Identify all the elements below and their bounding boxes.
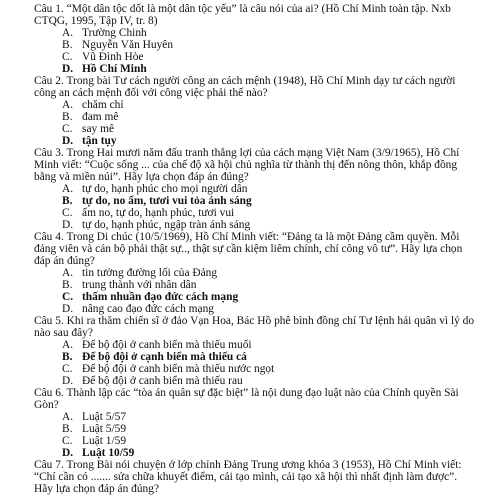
option-letter: C. [62,207,73,219]
question-2-option-b [34,111,477,123]
option-text: Luật 5/59 [82,423,127,435]
question-1-option-d-correct [34,63,477,75]
option-text: Luật 5/57 [82,411,127,423]
option-letter: C. [62,123,73,135]
option-letter: A. [62,339,74,351]
option-letter: B. [62,279,73,291]
question-6 [34,387,477,459]
question-5-option-d [34,375,477,387]
question-1-option-b [34,39,477,51]
question-6-option-b [34,423,477,435]
question-6-text: Câu 6. Thành lập các “tòa án quân sự đặc biệt” là nội dung đạo luật nào của Chính quyền Sài Gòn? [34,387,459,411]
option-letter: A. [62,27,74,39]
option-letter: D. [62,447,74,459]
option-text: nâng cao đạo đức cách mạng [82,303,214,315]
option-text: Luật 1/59 [82,435,127,447]
question-5-options [34,339,477,387]
option-letter: A. [62,99,74,111]
question-5-option-c [34,363,477,375]
option-letter: A. [62,411,74,423]
option-text: Vũ Đình Hòe [82,51,144,63]
question-3-text: Câu 3. Trong Hai mươi năm đấu tranh thắng lợi của cách mạng Việt Nam (3/9/1965), Hồ Chí Minh viết: “Cuộc sống ... của chế độ xã hội chủ nghĩa từ thành thị đến nông thôn, khắp đồng bằng và miền núi”. Hãy lựa chọn đáp án đúng? [34,147,460,183]
option-text: thấm nhuần đạo đức cách mạng [82,291,239,303]
question-2 [34,75,477,147]
option-text: Nguyễn Văn Huyên [82,39,174,51]
option-text: Để bộ đội ở canh biển mà thiếu muối [82,339,252,351]
question-3-option-a [34,183,477,195]
question-6-option-c [34,435,477,447]
question-3-option-d [34,219,477,231]
option-text: Để bộ đội ở canh biển mà thiếu rau [82,375,243,387]
question-5 [34,315,477,387]
option-letter: B. [62,111,73,123]
question-5-text: Câu 5. Khi ra thăm chiến sĩ ở đảo Vạn Hoa, Bác Hồ phê bình đồng chí Tư lệnh hải quân vì lý do nào sau đây? [34,315,475,339]
question-3-option-b-correct [34,195,477,207]
question-2-options [34,99,477,147]
option-text: đam mê [82,111,119,123]
question-4-option-c-correct [34,291,477,303]
option-letter: D. [62,375,74,387]
option-letter: C. [62,363,73,375]
option-text: say mê [82,123,115,135]
option-text: ấm no, tự do, hạnh phúc, tươi vui [82,207,235,219]
question-5-option-b-correct [34,351,477,363]
question-4-option-b [34,279,477,291]
option-text: Hồ Chí Minh [82,63,147,75]
option-letter: D. [62,219,74,231]
question-1-text: Câu 1. “Một dân tộc dốt là một dân tộc yếu” là câu nói của ai? (Hồ Chí Minh toàn tập. Nxb CTQG, 1995, Tập IV, tr. 8) [34,3,451,27]
option-letter: C. [62,51,73,63]
option-text: tự do, hạnh phúc cho mọi người dân [82,183,248,195]
option-text: Trường Chinh [82,27,147,39]
option-text: tận tụy [82,135,117,147]
option-text: tự do, no ấm, tươi vui tỏa ánh sáng [82,195,252,207]
question-3-option-c [34,207,477,219]
option-letter: A. [62,183,74,195]
option-letter: C. [62,291,74,303]
question-4-text: Câu 4. Trong Di chúc (10/5/1969), Hồ Chí Minh viết: “Đảng ta là một Đảng cầm quyền. Mỗi đảng viên và cán bộ phải thật sự.., thật sự cần kiệm liêm chính, chí công vô tư”. Hãy lựa chọn đáp án đúng? [34,231,463,267]
question-5-option-a [34,339,477,351]
option-text: tin tưởng đường lối của Đảng [82,267,218,279]
option-letter: A. [62,267,74,279]
question-2-option-d-correct [34,135,477,147]
question-2-text: Câu 2. Trong bài Tư cách người công an cách mệnh (1948), Hồ Chí Minh dạy tư cách người công an cách mệnh đối với công việc phải thế nào? [34,75,456,99]
question-7-text: Câu 7. Trong Bài nói chuyện ở lớp chỉnh Đảng Trung ương khóa 3 (1953), Hồ Chí Minh viết: “Chí cần có ....... sửa chữa khuyết điểm, cải tạo mình, cải tạo xã hội thì nhất định làm được”. Hãy lựa chọn đáp án đúng? [34,459,462,495]
option-letter: D. [62,63,74,75]
question-4-option-d [34,303,477,315]
option-text: Để bộ đội ở cạnh biển mà thiếu cá [82,351,247,363]
option-text: Luật 10/59 [82,447,135,459]
question-6-option-a [34,411,477,423]
question-7 [34,459,477,495]
option-letter: D. [62,303,74,315]
question-4 [34,231,477,315]
question-2-option-c [34,123,477,135]
option-letter: B. [62,351,73,363]
question-1-option-c [34,51,477,63]
option-letter: C. [62,435,73,447]
question-6-options [34,411,477,459]
question-2-option-a [34,99,477,111]
option-letter: B. [62,423,73,435]
option-text: tự do, hạnh phúc, ngập tràn ánh sáng [82,219,251,231]
question-4-options [34,267,477,315]
question-3 [34,147,477,231]
option-text: chăm chỉ [82,99,124,111]
option-letter: B. [62,39,73,51]
question-6-option-d-correct [34,447,477,459]
question-3-options [34,183,477,231]
question-1-option-a [34,27,477,39]
question-1-options [34,27,477,75]
option-text: trung thành với nhân dân [82,279,197,291]
option-text: Để bộ đội ở canh biển mà thiếu nước ngọt [82,363,275,375]
option-letter: B. [62,195,73,207]
question-4-option-a [34,267,477,279]
question-1 [34,3,477,75]
option-letter: D. [62,135,74,147]
